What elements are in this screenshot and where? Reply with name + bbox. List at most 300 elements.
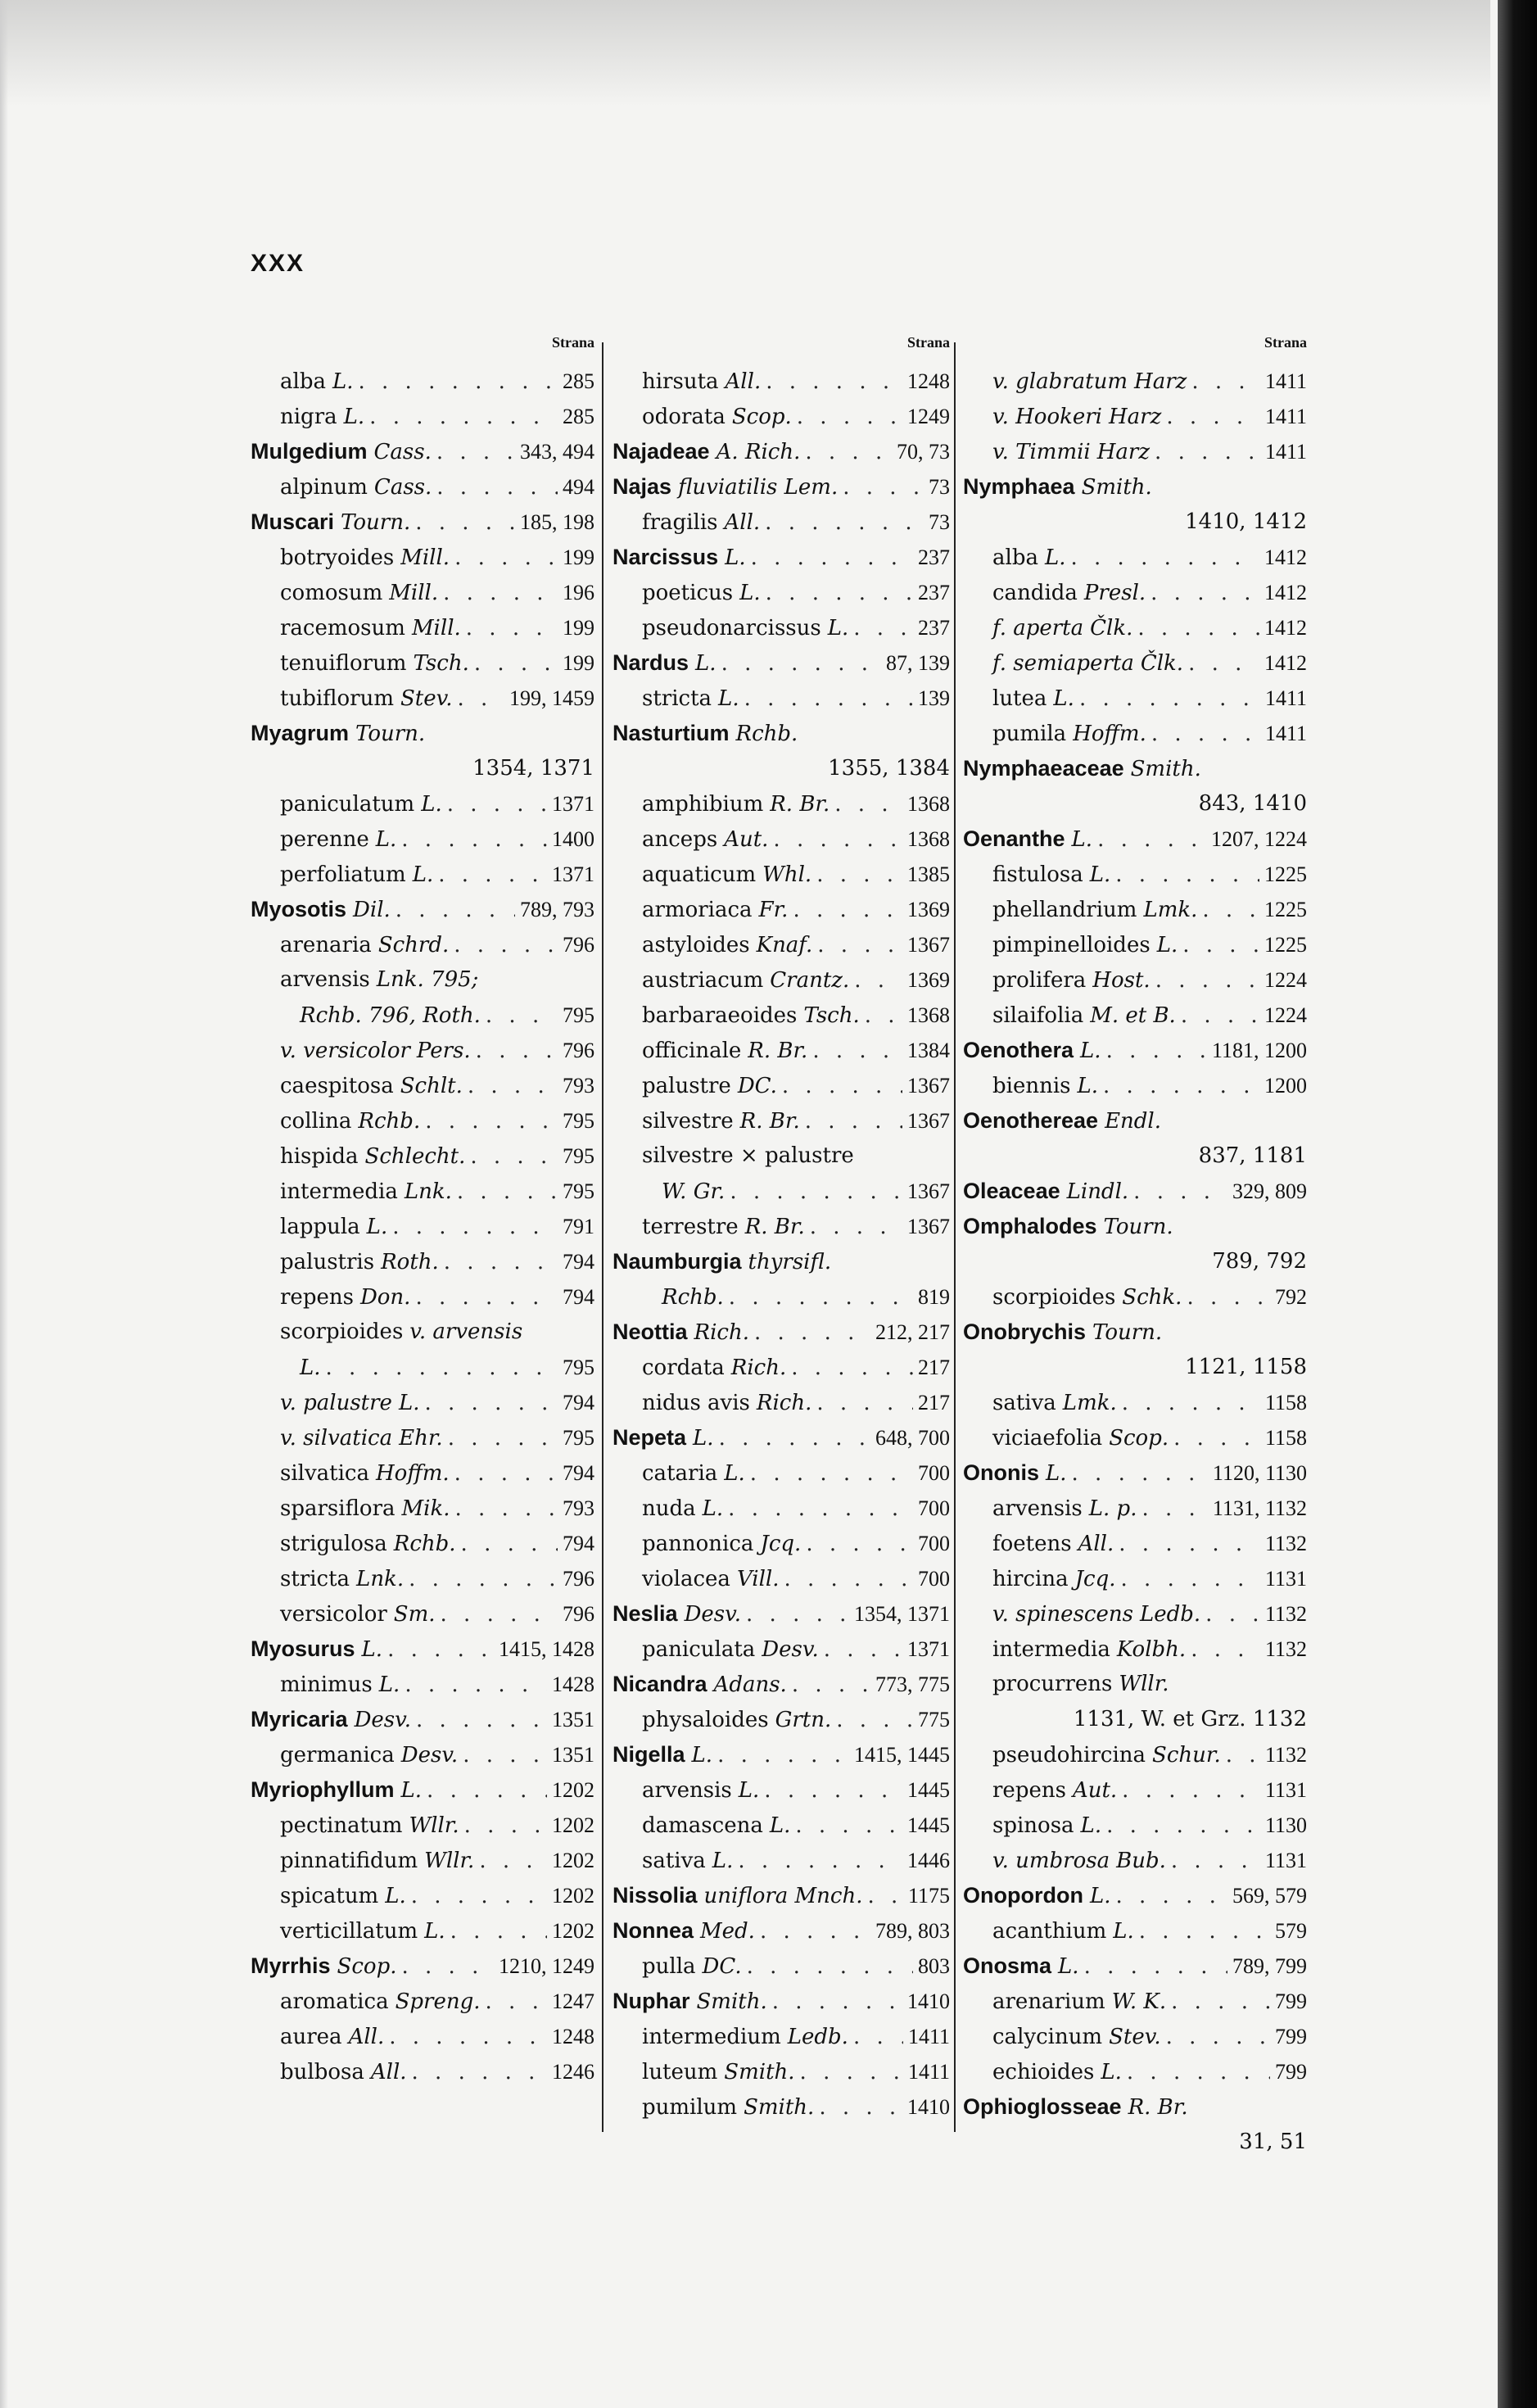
index-entry-species bbox=[251, 575, 594, 610]
leader-dots bbox=[797, 400, 902, 434]
entry-pages: 1132 bbox=[1264, 1743, 1307, 1767]
entry-author: L. bbox=[724, 1461, 745, 1486]
entry-pages: 796 bbox=[563, 1602, 594, 1626]
entry-author: L. bbox=[1077, 1074, 1099, 1098]
entry-pages: 1225 bbox=[1264, 933, 1307, 957]
entry-author: Adans. bbox=[713, 1672, 787, 1697]
index-entry-species bbox=[613, 1138, 950, 1174]
entry-pages: 1368 bbox=[907, 827, 950, 851]
entry-author: L. bbox=[1046, 1461, 1067, 1486]
entry-author: Harz bbox=[1109, 405, 1162, 429]
index-entry-species bbox=[613, 998, 950, 1033]
entry-page-continuation: 1121, 1158 bbox=[1185, 1355, 1307, 1379]
entry-pages: 1411 bbox=[1264, 405, 1307, 428]
index-entry-species bbox=[613, 610, 950, 645]
entry-author: L. bbox=[827, 616, 849, 640]
index-entry-genus bbox=[613, 1878, 950, 1913]
index-entry-species bbox=[613, 1949, 950, 1984]
entry-name: armoriaca bbox=[642, 898, 753, 922]
leader-dots bbox=[396, 893, 515, 927]
entry-author: Smith. bbox=[724, 2060, 795, 2084]
entry-author: Smith. bbox=[696, 1989, 767, 2014]
entry-page-continuation: 843, 1410 bbox=[1198, 791, 1307, 816]
entry-pages: 1225 bbox=[1264, 862, 1307, 886]
entry-author: L. bbox=[1089, 862, 1111, 887]
entry-name: damascena bbox=[642, 1813, 763, 1838]
leader-dots bbox=[405, 1668, 547, 1702]
entry-author: thyrsifl. bbox=[748, 1250, 832, 1274]
entry-author: L. bbox=[702, 1496, 724, 1521]
index-entry-genus bbox=[963, 2089, 1307, 2125]
index-entry-species bbox=[251, 927, 594, 962]
index-entry-species bbox=[251, 1596, 594, 1632]
entry-continuation-text: Rchb. bbox=[662, 1285, 724, 1310]
entry-pages: 285 bbox=[563, 405, 594, 428]
entry-page-continuation: 1354, 1371 bbox=[472, 756, 594, 781]
leader-dots bbox=[867, 1879, 902, 1913]
index-entry-species bbox=[251, 1491, 594, 1526]
leader-dots bbox=[1122, 1773, 1260, 1808]
entry-pages: 139 bbox=[918, 686, 950, 710]
entry-pages: 199 bbox=[563, 651, 594, 675]
entry-pages: 1367 bbox=[907, 1074, 950, 1098]
entry-author: W. K. bbox=[1111, 1989, 1167, 2014]
index-entry-genus bbox=[963, 1209, 1307, 1244]
entry-name: v. Timmii bbox=[992, 440, 1091, 464]
leader-dots bbox=[772, 1985, 902, 2019]
entry-name: verticillatum bbox=[280, 1919, 418, 1944]
entry-author: DC. bbox=[702, 1954, 742, 1979]
leader-dots bbox=[1116, 1879, 1228, 1913]
entry-pages: 329, 809 bbox=[1232, 1179, 1307, 1203]
entry-pages: 1351 bbox=[552, 1743, 594, 1767]
entry-pages: 1412 bbox=[1264, 581, 1307, 604]
entry-pages: 1411 bbox=[1264, 722, 1307, 745]
entry-author: Mik. bbox=[401, 1496, 450, 1521]
entry-author: All. bbox=[1078, 1532, 1114, 1556]
entry-author: L. bbox=[1071, 827, 1093, 852]
index-entry-species bbox=[251, 1561, 594, 1596]
entry-author: Presl. bbox=[1083, 581, 1146, 605]
index-entry-species bbox=[251, 822, 594, 857]
entry-name: aurea bbox=[280, 2025, 342, 2049]
entry-name: stricta bbox=[280, 1567, 350, 1591]
leader-dots bbox=[1151, 717, 1260, 751]
entry-author: Mill. bbox=[389, 581, 439, 605]
entry-author: R. Br. bbox=[770, 792, 830, 817]
entry-name: Narcissus bbox=[613, 545, 719, 569]
entry-page-continuation: 1131, W. et Grz. 1132 bbox=[1073, 1707, 1307, 1731]
entry-pages: 700 bbox=[918, 1496, 950, 1520]
entry-name: nuda bbox=[642, 1496, 696, 1521]
entry-pages: 819 bbox=[918, 1285, 950, 1309]
leader-dots bbox=[468, 1069, 558, 1103]
entry-name: spicatum bbox=[280, 1884, 379, 1908]
leader-dots bbox=[1166, 400, 1260, 434]
entry-pages: 794 bbox=[563, 1285, 594, 1309]
entry-name: Myrrhis bbox=[251, 1953, 331, 1978]
index-entry-species bbox=[251, 540, 594, 575]
entry-name: cataria bbox=[642, 1461, 718, 1486]
entry-author: Stev. bbox=[1109, 2025, 1161, 2049]
leader-dots bbox=[765, 505, 924, 540]
entry-name: physaloides bbox=[642, 1708, 769, 1732]
leader-dots bbox=[1171, 1985, 1270, 2019]
index-entry-species bbox=[251, 1455, 594, 1491]
leader-dots bbox=[1106, 1808, 1260, 1843]
leader-dots bbox=[450, 1914, 547, 1949]
index-entry-species bbox=[613, 1526, 950, 1561]
entry-author: L. bbox=[1101, 2060, 1122, 2084]
entry-name: collina bbox=[280, 1109, 352, 1134]
entry-pages: 794 bbox=[563, 1391, 594, 1414]
entry-author: Aut. bbox=[724, 827, 769, 852]
entry-author: Rchb. bbox=[735, 722, 798, 746]
entry-name: austriacum bbox=[642, 968, 764, 993]
index-entry-genus bbox=[963, 1033, 1307, 1068]
entry-name: spinosa bbox=[992, 1813, 1074, 1838]
index-entry-species bbox=[251, 1385, 594, 1420]
entry-author: Smith. bbox=[1081, 475, 1152, 500]
leader-dots bbox=[728, 1491, 913, 1526]
leader-dots bbox=[443, 576, 558, 610]
entry-author: All. bbox=[724, 510, 761, 535]
column-header: Strana bbox=[906, 334, 950, 351]
entry-name: Onobrychis bbox=[963, 1319, 1087, 1344]
leader-dots bbox=[751, 541, 913, 575]
entry-author: Smith. bbox=[1130, 757, 1201, 781]
leader-dots bbox=[760, 1914, 870, 1949]
entry-pages: 1207, 1224 bbox=[1211, 827, 1307, 851]
leader-dots bbox=[392, 1210, 558, 1244]
entry-author: L. bbox=[693, 1426, 714, 1451]
entry-author: L. bbox=[695, 651, 717, 676]
entry-author: Scop. bbox=[337, 1954, 397, 1979]
column-header: Strana bbox=[551, 334, 594, 351]
leader-dots bbox=[1191, 1632, 1260, 1667]
index-entry-species bbox=[613, 2089, 950, 2125]
entry-pages: 1411 bbox=[1264, 369, 1307, 393]
entry-author: Scop. bbox=[731, 405, 792, 429]
entry-author: Jcq. bbox=[760, 1532, 802, 1556]
entry-pages: 237 bbox=[918, 616, 950, 640]
entry-pages: 1410 bbox=[907, 1989, 950, 2013]
entry-page-continuation: 31, 51 bbox=[1239, 2130, 1307, 2154]
entry-name: arvensis bbox=[642, 1778, 732, 1803]
entry-pages: 799 bbox=[1275, 2025, 1307, 2048]
entry-author: Rchb. bbox=[393, 1532, 456, 1556]
entry-author: L. bbox=[769, 1813, 791, 1838]
leader-dots bbox=[1133, 1175, 1227, 1209]
entry-author: L. bbox=[398, 1391, 420, 1415]
entry-name: pulla bbox=[642, 1954, 696, 1979]
entry-name: calycinum bbox=[992, 2025, 1103, 2049]
entry-author: All. bbox=[348, 2025, 385, 2049]
entry-author: L. bbox=[1080, 1039, 1101, 1063]
entry-name: pumila bbox=[992, 722, 1067, 746]
index-entry-species bbox=[613, 1561, 950, 1596]
entry-author: v. arvensis bbox=[409, 1319, 523, 1344]
entry-author: L. bbox=[412, 862, 434, 887]
entry-author: Sm. bbox=[393, 1602, 436, 1627]
index-entry-species bbox=[963, 2054, 1307, 2089]
entry-author: Bub. bbox=[1116, 1849, 1166, 1873]
entry-pages: 1411 bbox=[907, 2025, 950, 2048]
leader-dots bbox=[1106, 1034, 1207, 1068]
entry-author: uniflora Mnch. bbox=[703, 1884, 863, 1908]
entry-name: Nicandra bbox=[613, 1672, 707, 1696]
entry-author: L. bbox=[712, 1849, 734, 1873]
index-entry-species bbox=[251, 1033, 594, 1068]
index-entry-species bbox=[251, 1138, 594, 1174]
index-entry-species bbox=[613, 1033, 950, 1068]
leader-dots bbox=[806, 1527, 913, 1561]
entry-page-continuation: 837, 1181 bbox=[1198, 1143, 1307, 1168]
entry-author: L. bbox=[366, 1215, 388, 1239]
leader-dots bbox=[479, 1844, 547, 1878]
entry-author: L. bbox=[421, 792, 442, 817]
entry-pages: 1202 bbox=[552, 1919, 594, 1943]
entry-name: arvensis bbox=[280, 967, 370, 992]
entry-name: cordata bbox=[642, 1356, 725, 1380]
index-entry-genus bbox=[251, 1772, 594, 1808]
index-entry-species bbox=[251, 2054, 594, 2089]
leader-dots bbox=[744, 681, 913, 716]
entry-pages: 799 bbox=[1275, 2060, 1307, 2084]
entry-author: Harz bbox=[1096, 440, 1150, 464]
entry-author: Lnk. bbox=[356, 1567, 405, 1591]
entry-author: Fr. bbox=[758, 898, 789, 922]
entry-pages: 199 bbox=[563, 616, 594, 640]
entry-author: Mill. bbox=[400, 545, 450, 570]
leader-dots bbox=[436, 470, 558, 505]
entry-pages: 789, 793 bbox=[520, 898, 594, 921]
index-entry-species bbox=[613, 681, 950, 716]
leader-dots bbox=[409, 1562, 558, 1596]
index-entry-species bbox=[963, 1808, 1307, 1843]
entry-author: Člk. bbox=[1090, 616, 1133, 640]
index-entry-species bbox=[251, 1279, 594, 1315]
index-column-1 bbox=[251, 334, 594, 2089]
leader-dots bbox=[359, 364, 558, 399]
entry-pages: 792 bbox=[1275, 1285, 1307, 1309]
entry-pages: 795 bbox=[563, 1356, 594, 1379]
entry-author: L. bbox=[332, 369, 354, 394]
leader-dots bbox=[424, 1386, 558, 1420]
entry-pages: 1131 bbox=[1264, 1849, 1307, 1872]
index-entry-species bbox=[251, 1808, 594, 1843]
entry-name: officinale bbox=[642, 1039, 742, 1063]
entry-name: Nissolia bbox=[613, 1883, 698, 1908]
entry-pages: 1371 bbox=[907, 1637, 950, 1661]
entry-name: nidus avis bbox=[642, 1391, 750, 1415]
entry-pages: 795 bbox=[563, 1426, 594, 1450]
entry-page-continuation: 789, 792 bbox=[1212, 1249, 1307, 1274]
entry-pages: 73 bbox=[929, 475, 950, 499]
index-entry-species bbox=[251, 998, 594, 1033]
entry-pages: 1367 bbox=[907, 933, 950, 957]
entry-name: bulbosa bbox=[280, 2060, 364, 2084]
leader-dots bbox=[1188, 646, 1259, 681]
leader-dots bbox=[369, 400, 558, 434]
leader-dots bbox=[782, 1069, 902, 1103]
entry-pages: 1351 bbox=[552, 1708, 594, 1731]
entry-author: DC. bbox=[737, 1074, 777, 1098]
entry-author: Cass. bbox=[373, 475, 432, 500]
index-entry-genus bbox=[613, 1913, 950, 1949]
entry-name: Oenanthe bbox=[963, 826, 1065, 851]
leader-dots bbox=[401, 1949, 494, 1984]
entry-pages: 1367 bbox=[907, 1215, 950, 1238]
leader-dots bbox=[750, 1456, 913, 1491]
entry-pages: 87, 139 bbox=[886, 651, 950, 675]
index-entry-species bbox=[613, 1632, 950, 1667]
index-entry-species bbox=[963, 1420, 1307, 1455]
entry-author: L. bbox=[1053, 686, 1074, 711]
index-entry-genus bbox=[963, 1455, 1307, 1491]
entry-pages: 1412 bbox=[1264, 545, 1307, 569]
index-entry-species bbox=[251, 1667, 594, 1702]
entry-name: perfoliatum bbox=[280, 862, 406, 887]
entry-pages: 1445 bbox=[907, 1778, 950, 1802]
leader-dots bbox=[1202, 893, 1259, 927]
entry-name: alba bbox=[992, 545, 1038, 570]
index-entry-species bbox=[251, 857, 594, 892]
index-entry-species bbox=[963, 645, 1307, 681]
leader-dots bbox=[854, 963, 902, 998]
leader-dots bbox=[791, 1351, 913, 1385]
entry-author: Schlecht. bbox=[364, 1144, 466, 1169]
entry-author: R. Br. bbox=[744, 1215, 805, 1239]
leader-dots bbox=[795, 1808, 902, 1843]
entry-author: Smith. bbox=[744, 2095, 815, 2120]
index-entry-genus bbox=[613, 645, 950, 681]
entry-name: sparsiflora bbox=[280, 1496, 396, 1521]
entry-name: sativa bbox=[642, 1849, 706, 1873]
entry-name: Nymphaeaceae bbox=[963, 756, 1124, 781]
leader-dots bbox=[444, 1245, 558, 1279]
leader-dots bbox=[389, 2020, 547, 2054]
entry-author: Knaf. bbox=[756, 933, 813, 957]
entry-pages: 217 bbox=[918, 1391, 950, 1414]
entry-author: Rchb. bbox=[358, 1109, 421, 1134]
leader-dots bbox=[816, 858, 902, 892]
entry-name: scorpioides bbox=[992, 1285, 1116, 1310]
entry-pages: 1369 bbox=[907, 968, 950, 992]
entry-name: v. versicolor bbox=[280, 1039, 410, 1063]
entry-name: v. silvatica bbox=[280, 1426, 393, 1451]
index-entry-species bbox=[963, 962, 1307, 998]
leader-dots bbox=[717, 1738, 849, 1772]
entry-name: Najadeae bbox=[613, 439, 710, 464]
entry-author: Vill. bbox=[736, 1567, 780, 1591]
entry-author: Dil. bbox=[353, 898, 391, 922]
entry-author: R. Br. bbox=[748, 1039, 808, 1063]
scan-black-border bbox=[1498, 0, 1537, 2408]
entry-name: echioides bbox=[992, 2060, 1095, 2084]
entry-name: Neottia bbox=[613, 1319, 688, 1344]
entry-author: Host. bbox=[1092, 968, 1150, 993]
entry-pages: 1158 bbox=[1264, 1426, 1307, 1450]
entry-pages: 1158 bbox=[1264, 1391, 1307, 1414]
entry-author: L. bbox=[375, 827, 397, 852]
index-entry-species bbox=[613, 822, 950, 857]
entry-name: phellandrium bbox=[992, 898, 1137, 922]
entry-author: L. bbox=[739, 581, 761, 605]
entry-author: Tourn. bbox=[355, 722, 426, 746]
index-entry-genus bbox=[251, 892, 594, 927]
entry-pages: 1428 bbox=[552, 1672, 594, 1696]
entry-pages: 700 bbox=[918, 1461, 950, 1485]
entry-name: Neslia bbox=[613, 1601, 678, 1626]
leader-dots bbox=[747, 1949, 913, 1984]
leader-dots bbox=[817, 928, 902, 962]
entry-author: L. bbox=[400, 1778, 423, 1803]
leader-dots bbox=[834, 787, 902, 822]
entry-author: Scop. bbox=[1109, 1426, 1169, 1451]
entry-author: Desv. bbox=[354, 1708, 412, 1732]
leader-dots bbox=[1103, 1069, 1259, 1103]
entry-pages: 794 bbox=[563, 1250, 594, 1274]
entry-pages: 1446 bbox=[907, 1849, 950, 1872]
entry-pages: 794 bbox=[563, 1461, 594, 1485]
leader-dots bbox=[1166, 2020, 1270, 2054]
entry-pages: 1120, 1130 bbox=[1212, 1461, 1307, 1485]
index-entry-species bbox=[963, 1632, 1307, 1667]
entry-pages: 1224 bbox=[1264, 1003, 1307, 1027]
index-entry-genus bbox=[963, 1103, 1307, 1138]
entry-author: L. bbox=[691, 1743, 713, 1768]
index-entry-genus bbox=[963, 1878, 1307, 1913]
entry-name: Myagrum bbox=[251, 721, 350, 745]
entry-name: Myosurus bbox=[251, 1636, 355, 1661]
entry-name: arenaria bbox=[280, 933, 372, 957]
entry-author: Wllr. bbox=[409, 1813, 459, 1838]
index-entry-genus bbox=[613, 1420, 950, 1455]
entry-name: silaifolia bbox=[992, 1003, 1084, 1028]
leader-dots bbox=[773, 822, 902, 857]
entry-pages: 1412 bbox=[1264, 616, 1307, 640]
index-column-2 bbox=[613, 334, 950, 2125]
leader-dots bbox=[1079, 681, 1260, 716]
entry-name: terrestre bbox=[642, 1215, 739, 1239]
index-entry-species bbox=[613, 962, 950, 998]
leader-dots bbox=[1182, 928, 1259, 962]
entry-author: R. Br. bbox=[739, 1109, 800, 1134]
leader-dots bbox=[1115, 858, 1259, 892]
leader-dots bbox=[441, 1597, 558, 1632]
index-entry-species bbox=[613, 1702, 950, 1737]
leader-dots bbox=[1150, 576, 1259, 610]
leader-dots bbox=[812, 1034, 902, 1068]
entry-pages: 789, 799 bbox=[1232, 1954, 1307, 1978]
index-entry-species bbox=[251, 610, 594, 645]
entry-name: lappula bbox=[280, 1215, 360, 1239]
entry-author: Wllr. bbox=[424, 1849, 475, 1873]
entry-pages: 1371 bbox=[552, 862, 594, 886]
entry-pages: 791 bbox=[563, 1215, 594, 1238]
entry-name: pannonica bbox=[642, 1532, 754, 1556]
index-entry-species bbox=[963, 716, 1307, 751]
entry-author: Harz bbox=[1134, 369, 1187, 394]
index-entry-species bbox=[963, 575, 1307, 610]
leader-dots bbox=[1139, 1914, 1270, 1949]
entry-pages: 199, 1459 bbox=[509, 686, 594, 710]
entry-author: M. et B. bbox=[1090, 1003, 1176, 1028]
index-entry-species bbox=[963, 1596, 1307, 1632]
leader-dots bbox=[784, 1562, 913, 1596]
entry-author: L. bbox=[1156, 933, 1178, 957]
